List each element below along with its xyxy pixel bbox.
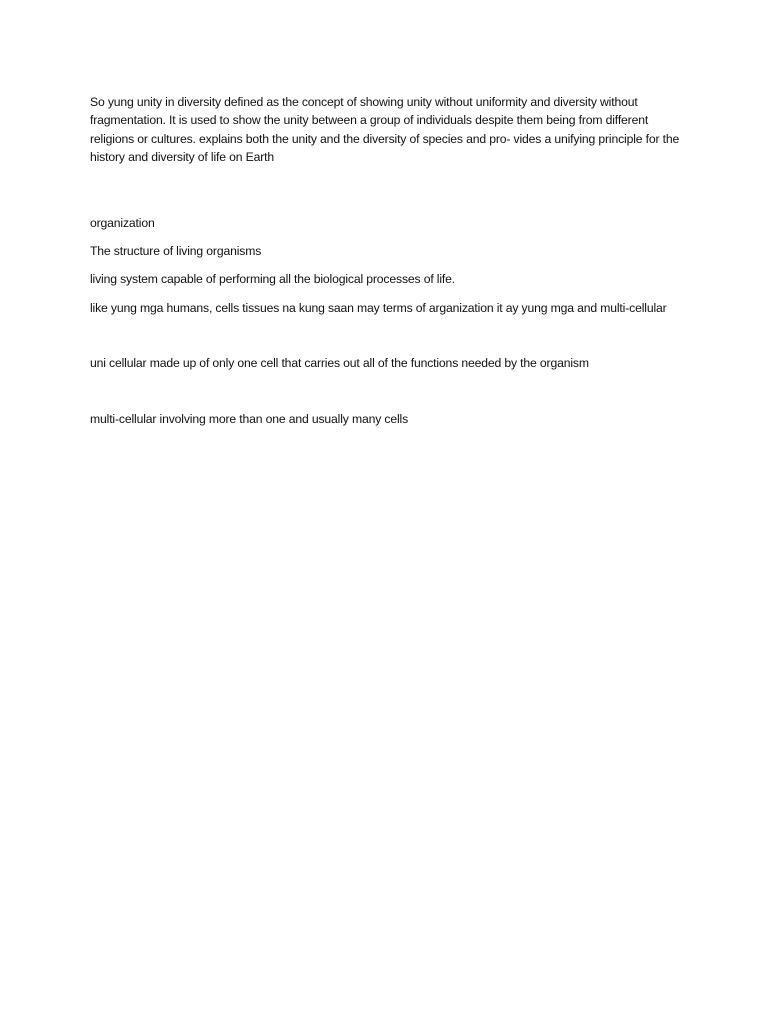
paragraph-unity-in-diversity: So yung unity in diversity defined as the concept of showing unity without uniformity and diversity without fragmentation. It is used to show the unity between a group of individuals despite them being from different religions or cultures. explains both the unity and the diversity of species and pro- vides a unifying principle for the history and diversity of life on Earth [90, 95, 680, 165]
paragraph-multicellular: multi-cellular involving more than one and usually many cells [90, 411, 409, 426]
document-body [90, 93, 680, 428]
paragraph-humans-cells: like yung mga humans, cells tissues na kung saan may terms of arganization it ay yung mga and multi-cellular [90, 300, 667, 315]
paragraph-unicellular: uni cellular made up of only one cell that carries out all of the functions needed by the organism [90, 356, 589, 371]
paragraph-structure: The structure of living organisms [90, 244, 262, 259]
paragraph-living-system: living system capable of performing all the biological processes of life. [90, 272, 456, 287]
paragraph-organization-heading: organization [90, 215, 155, 230]
